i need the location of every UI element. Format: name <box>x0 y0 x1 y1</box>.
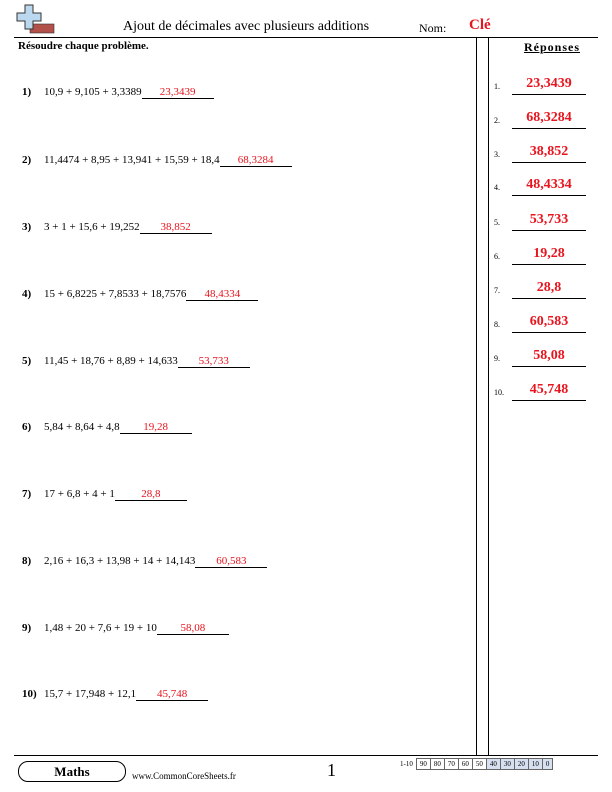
answer-value: 19,28 <box>533 246 565 261</box>
problem-item <box>22 288 258 304</box>
answer-line <box>512 195 586 196</box>
answer-row <box>494 375 594 401</box>
score-cell: 80 <box>430 759 444 770</box>
problem-number: 10) <box>22 688 37 700</box>
header-divider <box>14 37 598 38</box>
answer-value: 68,3284 <box>526 110 572 125</box>
score-cell: 0 <box>542 759 553 770</box>
answer-number: 6. <box>494 252 500 261</box>
problem-expression: 10,9 + 9,105 + 3,3389 <box>44 86 142 98</box>
problem-number: 2) <box>22 154 32 166</box>
answer-row <box>494 239 594 265</box>
answer-row <box>494 69 594 95</box>
score-cell: 70 <box>444 759 458 770</box>
answer-number: 1. <box>494 82 500 91</box>
answer-line <box>512 162 586 163</box>
score-cell: 20 <box>514 759 528 770</box>
problem-expression: 15,7 + 17,948 + 12,1 <box>44 688 137 700</box>
problem-expression: 1,48 + 20 + 7,6 + 19 + 10 <box>44 622 157 634</box>
answer-line <box>512 264 586 265</box>
problem-expression: 11,45 + 18,76 + 8,89 + 14,633 <box>44 355 178 367</box>
answers-title: Réponses <box>523 40 580 54</box>
plus-logo-icon <box>16 4 56 36</box>
page-title: Ajout de décimales avec plusieurs additions <box>123 19 370 34</box>
score-cell: 40 <box>486 759 500 770</box>
score-cell: 50 <box>472 759 486 770</box>
answer-value: 45,748 <box>529 382 569 397</box>
answer-number: 10. <box>494 388 504 397</box>
problem-item <box>22 355 250 371</box>
answer-line <box>512 230 586 231</box>
answer-blank: 60,583 <box>195 555 267 568</box>
problem-number: 3) <box>22 221 32 233</box>
problem-number: 8) <box>22 555 32 567</box>
problem-expression: 17 + 6,8 + 4 + 1 <box>44 488 115 500</box>
problem-expression: 15 + 6,8225 + 7,8533 + 18,7576 <box>44 288 187 300</box>
answer-line <box>512 298 586 299</box>
answer-row <box>494 103 594 129</box>
column-divider-left <box>476 37 477 756</box>
answer-blank: 19,28 <box>120 421 192 434</box>
answer-line <box>512 94 586 95</box>
answer-blank: 68,3284 <box>220 154 292 167</box>
subject-badge: Maths <box>18 761 126 782</box>
answer-value: 53,733 <box>529 212 569 227</box>
answer-value: 48,4334 <box>526 177 572 192</box>
answer-line <box>512 332 586 333</box>
problem-item <box>22 555 267 571</box>
answer-value: 60,583 <box>529 314 569 329</box>
answer-number: 7. <box>494 286 500 295</box>
problem-number: 6) <box>22 421 32 433</box>
answer-blank: 38,852 <box>140 221 212 234</box>
problem-item <box>22 488 187 504</box>
name-label: Nom: <box>419 21 447 35</box>
problem-number: 4) <box>22 288 32 300</box>
answer-blank: 58,08 <box>157 622 229 635</box>
problem-expression: 11,4474 + 8,95 + 13,941 + 15,59 + 18,4 <box>44 154 220 166</box>
answer-value: 58,08 <box>533 348 565 363</box>
score-cell: 10 <box>528 759 542 770</box>
score-table <box>397 758 553 770</box>
answer-value: 23,3439 <box>526 76 572 91</box>
score-cell: 60 <box>458 759 472 770</box>
answer-number: 4. <box>494 183 500 192</box>
website-text: www.CommonCoreSheets.fr <box>132 771 236 781</box>
answer-row <box>494 170 594 196</box>
answer-row <box>494 307 594 333</box>
answer-row <box>494 341 594 367</box>
instructions: Résoudre chaque problème. <box>18 40 149 52</box>
answer-value: 28,8 <box>536 280 562 295</box>
problem-number: 9) <box>22 622 32 634</box>
problem-expression: 5,84 + 8,64 + 4,8 <box>44 421 120 433</box>
problem-item <box>22 421 192 437</box>
score-range-label: 1-10 <box>400 760 413 768</box>
problem-number: 5) <box>22 355 32 367</box>
score-cell: 90 <box>416 759 430 770</box>
page-number: 1 <box>327 760 336 780</box>
problem-item <box>22 86 214 102</box>
problem-item <box>22 622 229 638</box>
answer-number: 9. <box>494 354 500 363</box>
problem-expression: 2,16 + 16,3 + 13,98 + 14 + 14,143 <box>44 555 196 567</box>
problem-item <box>22 221 212 237</box>
answer-line <box>512 128 586 129</box>
answer-row <box>494 205 594 231</box>
answer-number: 5. <box>494 218 500 227</box>
column-divider-right <box>488 37 489 756</box>
answer-blank: 48,4334 <box>186 288 258 301</box>
answer-number: 3. <box>494 150 500 159</box>
answer-blank: 53,733 <box>178 355 250 368</box>
answer-number: 8. <box>494 320 500 329</box>
answer-row <box>494 137 594 163</box>
problem-item <box>22 688 208 704</box>
answer-row <box>494 273 594 299</box>
problem-number: 1) <box>22 86 32 98</box>
answer-number: 2. <box>494 116 500 125</box>
answer-blank: 28,8 <box>115 488 187 501</box>
answer-blank: 45,748 <box>136 688 208 701</box>
score-cell: 30 <box>500 759 514 770</box>
answer-blank: 23,3439 <box>142 86 214 99</box>
problem-item <box>22 154 292 170</box>
answer-line <box>512 366 586 367</box>
footer-divider <box>14 755 598 756</box>
answer-line <box>512 400 586 401</box>
problem-expression: 3 + 1 + 15,6 + 19,252 <box>44 221 140 233</box>
problem-number: 7) <box>22 488 32 500</box>
answer-value: 38,852 <box>529 144 569 159</box>
name-value: Clé <box>469 17 491 33</box>
